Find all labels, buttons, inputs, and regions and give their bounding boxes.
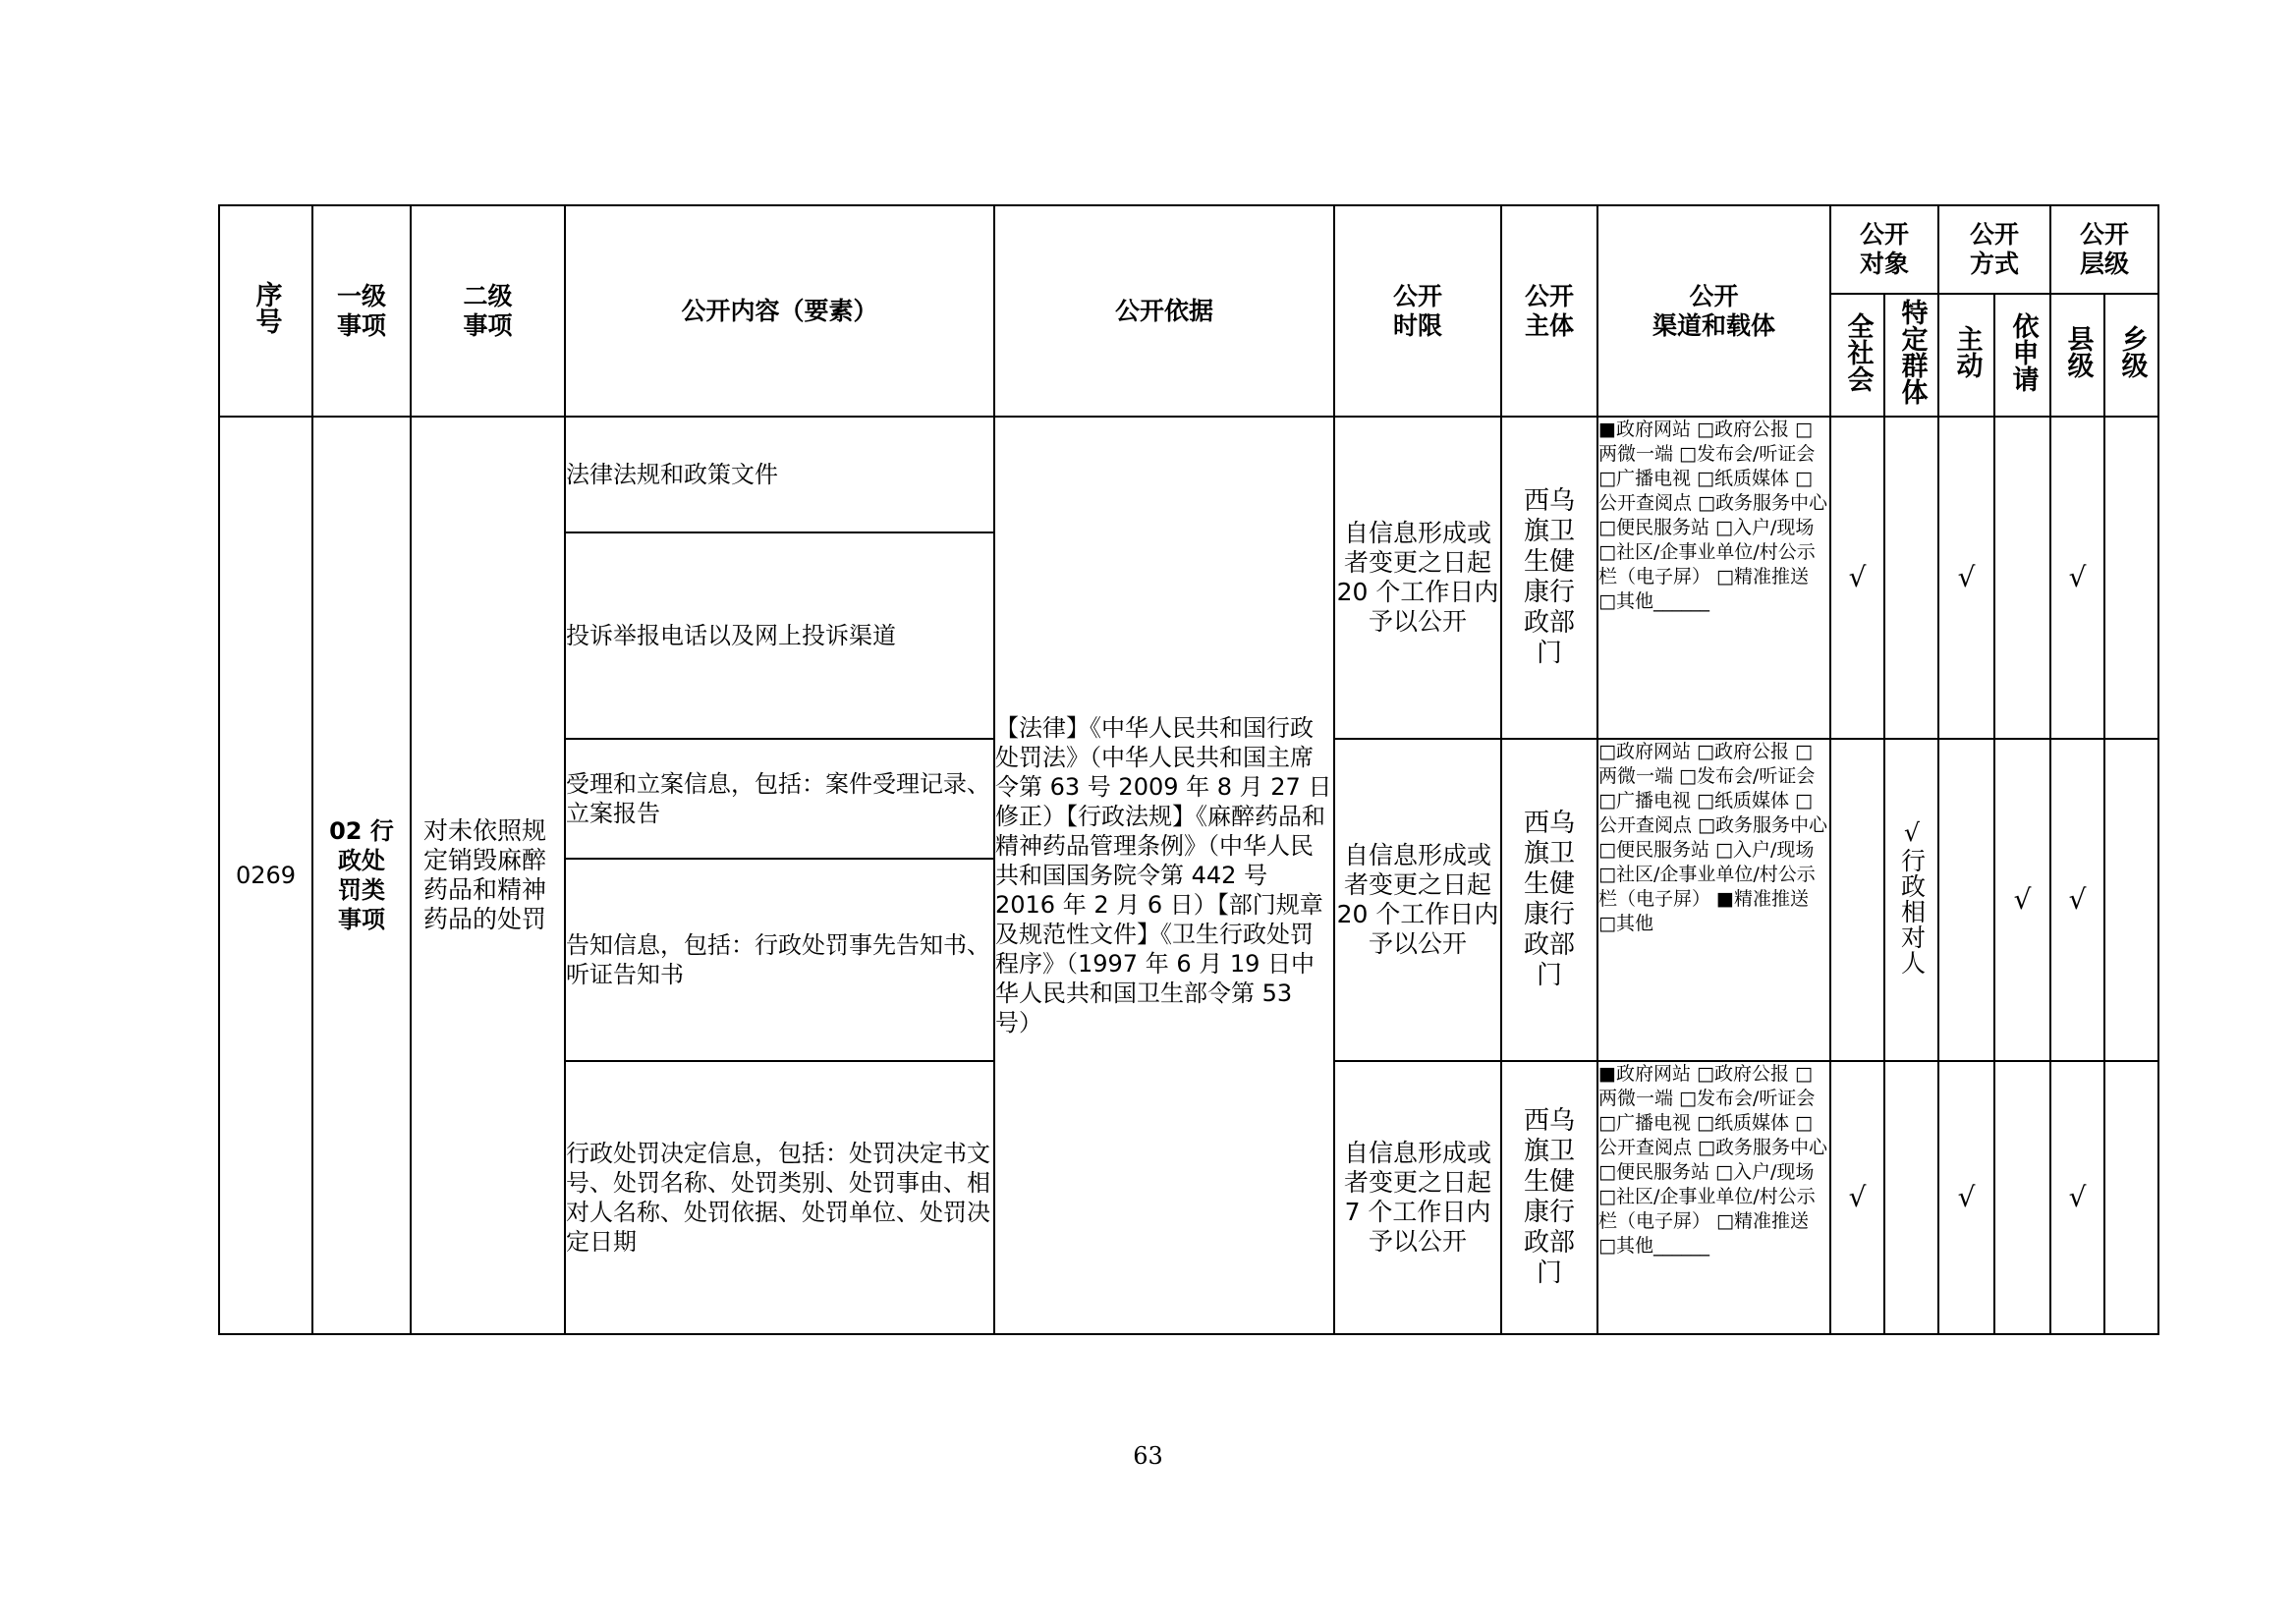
mark-target-specific [1884, 417, 1938, 739]
mark-level-town [2104, 417, 2158, 739]
content-item: 告知信息，包括：行政处罚事先告知书、听证告知书 [565, 859, 994, 1061]
header-level2: 二级事项 [411, 205, 565, 417]
content-item: 法律法规和政策文件 [565, 417, 994, 532]
mark-level-county: √ [2050, 1061, 2104, 1334]
channel: □政府网站 □政府公报 □两微一端 □发布会/听证会 □广播电视 □纸质媒体 □公开查阅点 □政务服务中心 □便民服务站 □入户/现场 □社区/企事业单位/村公示栏（电子屏） ■精准推送 □其他 [1597, 739, 1830, 1061]
header-basis: 公开依据 [994, 205, 1334, 417]
cell-level1: 02 行政处罚类事项 [312, 417, 411, 1334]
cell-basis: 【法律】《中华人民共和国行政处罚法》（中华人民共和国主席令第 63 号 2009 年 8 月 27 日修正）【行政法规】《麻醉药品和精神药品管理条例》（中华人民共和国国务院令第 442 号 2016 年 2 月 6 日）【部门规章及规范性文件】《卫生行政处罚程序》（1997 年 6 月 19 日中华人民共和国卫生部令第 53 号） [994, 417, 1334, 1334]
header-seq: 序号 [219, 205, 312, 417]
mark-method-active [1938, 739, 1994, 1061]
mark-level-county: √ [2050, 417, 2104, 739]
page-number: 63 [1133, 1442, 1163, 1470]
disclosure-table [218, 204, 2159, 1335]
mark-method-request [1994, 1061, 2050, 1334]
subject: 西乌旗卫生健康行政部门 [1501, 417, 1597, 739]
header-level-town: 乡级 [2104, 294, 2158, 417]
mark-method-request: √ [1994, 739, 2050, 1061]
time-limit: 自信息形成或者变更之日起 20 个工作日内予以公开 [1334, 739, 1501, 1061]
header-target-specific: 特定群体 [1884, 294, 1938, 417]
header-target: 公开对象 [1830, 205, 1938, 294]
content-item: 受理和立案信息，包括：案件受理记录、立案报告 [565, 739, 994, 859]
mark-method-active: √ [1938, 1061, 1994, 1334]
header-content: 公开内容（要素） [565, 205, 994, 417]
channel: ■政府网站 □政府公报 □两微一端 □发布会/听证会 □广播电视 □纸质媒体 □公开查阅点 □政务服务中心 □便民服务站 □入户/现场 □社区/企事业单位/村公示栏（电子屏） □精准推送 □其他______ [1597, 417, 1830, 739]
mark-target-all [1830, 739, 1884, 1061]
mark-target-all: √ [1830, 417, 1884, 739]
subject: 西乌旗卫生健康行政部门 [1501, 1061, 1597, 1334]
header-channel: 公开 渠道和载体 [1597, 205, 1830, 417]
header-level1: 一级事项 [312, 205, 411, 417]
mark-method-request [1994, 417, 2050, 739]
header-target-all: 全社会 [1830, 294, 1884, 417]
cell-seq: 0269 [219, 417, 312, 1334]
header-method-request: 依申请 [1994, 294, 2050, 417]
mark-method-active: √ [1938, 417, 1994, 739]
header-subject: 公开 主体 [1501, 205, 1597, 417]
subject: 西乌旗卫生健康行政部门 [1501, 739, 1597, 1061]
time-limit: 自信息形成或者变更之日起 7 个工作日内予以公开 [1334, 1061, 1501, 1334]
cell-level2: 对未依照规定销毁麻醉药品和精神药品的处罚 [411, 417, 565, 1334]
mark-level-county: √ [2050, 739, 2104, 1061]
time-limit: 自信息形成或者变更之日起 20 个工作日内予以公开 [1334, 417, 1501, 739]
mark-target-specific [1884, 1061, 1938, 1334]
content-item: 投诉举报电话以及网上投诉渠道 [565, 532, 994, 739]
mark-target-specific: √行政相对人 [1884, 739, 1938, 1061]
header-time-limit: 公开 时限 [1334, 205, 1501, 417]
header-method-active: 主动 [1938, 294, 1994, 417]
header-level-county: 县级 [2050, 294, 2104, 417]
mark-target-all: √ [1830, 1061, 1884, 1334]
content-item: 行政处罚决定信息，包括：处罚决定书文号、处罚名称、处罚类别、处罚事由、相对人名称、处罚依据、处罚单位、处罚决定日期 [565, 1061, 994, 1334]
mark-level-town [2104, 739, 2158, 1061]
header-level: 公开层级 [2050, 205, 2158, 294]
channel: ■政府网站 □政府公报 □两微一端 □发布会/听证会 □广播电视 □纸质媒体 □公开查阅点 □政务服务中心 □便民服务站 □入户/现场 □社区/企事业单位/村公示栏（电子屏） □精准推送 □其他______ [1597, 1061, 1830, 1334]
header-method: 公开方式 [1938, 205, 2050, 294]
mark-level-town [2104, 1061, 2158, 1334]
